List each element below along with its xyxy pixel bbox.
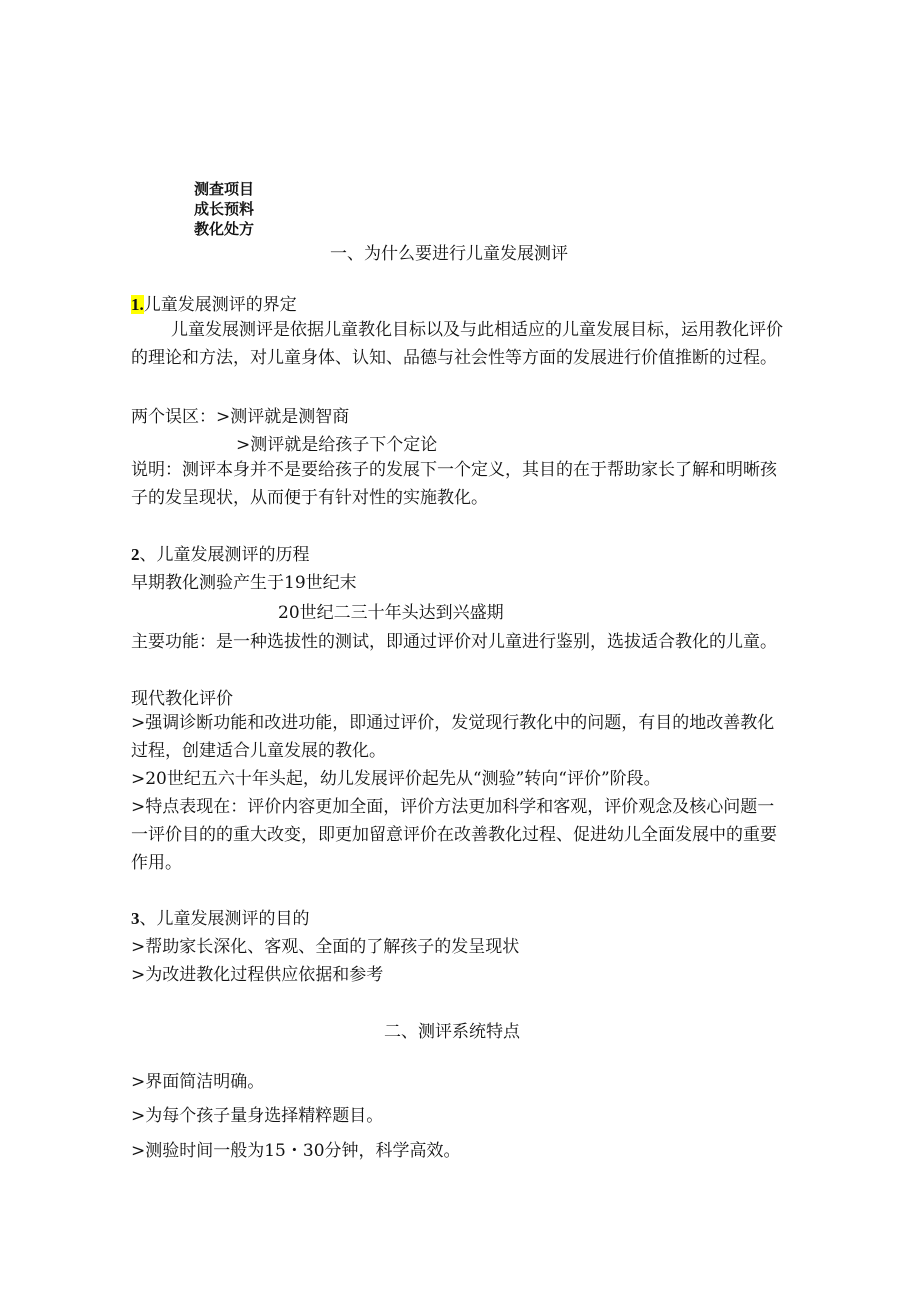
top-item-3: 教化处方 xyxy=(194,220,255,238)
sub2-point2: >20世纪五六十年头起，幼儿发展评价起先从“测验”转向“评价”阶段。 xyxy=(131,769,661,789)
sub3-point2: >为改进教化过程供应依据和参考 xyxy=(131,965,384,985)
sub2-modern: 现代教化评价 xyxy=(131,689,233,709)
section2-point2: >为每个孩子量身选择精粹题目。 xyxy=(131,1106,384,1126)
misconception-2: >测评就是给孩子下个定论 xyxy=(236,435,438,455)
misconceptions-line1 xyxy=(131,402,349,427)
section1-title: 一、为什么要进行儿童发展测评 xyxy=(330,244,568,264)
sub2-title: 、儿童发展测评的历程 xyxy=(139,545,310,565)
sub3-number: 3 xyxy=(131,909,140,928)
sub2-heading xyxy=(131,540,310,565)
top-item-1: 测查项目 xyxy=(194,180,255,198)
section2-point1: >界面简洁明确。 xyxy=(131,1072,265,1092)
top-item-2: 成长预料 xyxy=(194,200,255,218)
sub2-point1: >强调诊断功能和改进功能，即通过评价，发觉现行教化中的问题，有目的地改善教化过程，创建适合儿童发展的教化。 xyxy=(131,713,775,761)
sub2-peak: 20世纪二三十年头达到兴盛期 xyxy=(278,603,504,623)
sub2-early: 早期教化测验产生于19世纪末 xyxy=(131,573,357,593)
sub3-title: 、儿童发展测评的目的 xyxy=(139,909,310,929)
sub3-point1: >帮助家长深化、客观、全面的了解孩子的发呈现状 xyxy=(131,937,520,957)
misconception-1: >测评就是测智商 xyxy=(216,407,350,427)
sub1-note: 说明：测评本身并不是要给孩子的发展下一个定义，其目的在于帮助家长了解和明晰孩子的发呈现状，从而便于有针对性的实施教化。 xyxy=(131,460,777,508)
sub2-function: 主要功能：是一种选拔性的测试，即通过评价对儿童进行鉴别，选拔适合教化的儿童。 xyxy=(131,632,777,652)
sub2-number: 2 xyxy=(131,545,140,564)
sub1-heading xyxy=(131,290,297,315)
misconceptions-label: 两个误区： xyxy=(131,407,216,427)
sub1-title: 儿童发展测评的界定 xyxy=(143,295,297,315)
section2-title: 二、测评系统特点 xyxy=(384,1022,520,1042)
sub1-paragraph: 儿童发展测评是依据儿童教化目标以及与此相适应的儿童发展目标，运用教化评价的理论和方法，对儿童身体、认知、品德与社会性等方面的发展进行价值推断的过程。 xyxy=(131,320,783,368)
sub1-number: 1. xyxy=(131,295,144,314)
sub3-heading xyxy=(131,904,310,929)
section2-point3: >测验时间一般为15・30分钟，科学高效。 xyxy=(131,1141,461,1161)
sub2-point3: >特点表现在：评价内容更加全面，评价方法更加科学和客观，评价观念及核心问题一一评价目的的重大改变，即更加留意评价在改善教化过程、促进幼儿全面发展中的重要作用。 xyxy=(131,797,777,873)
